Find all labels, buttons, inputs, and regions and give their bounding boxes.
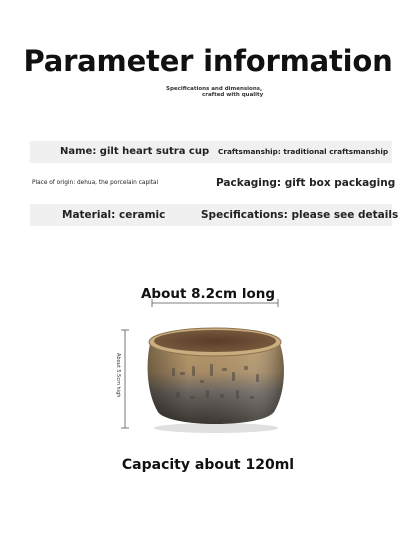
param-specifications: Specifications: please see details	[201, 209, 399, 221]
page-title: Parameter information	[23, 44, 393, 78]
cup-shadow	[154, 423, 278, 433]
param-origin: Place of origin: dehua, the porcelain capital	[32, 180, 159, 186]
cup-rim	[149, 328, 281, 356]
capacity-label: Capacity about 120ml	[121, 457, 295, 473]
param-craftsmanship: Craftsmanship: traditional craftsmanship	[218, 147, 389, 156]
length-label: About 8.2cm long	[140, 286, 275, 302]
param-name: Name: gilt heart sutra cup	[60, 146, 210, 157]
param-packaging: Packaging: gift box packaging	[216, 177, 396, 189]
height-dimension-line	[121, 330, 129, 428]
subtitle-line-1: Specifications and dimensions,	[166, 86, 263, 92]
param-material: Material: ceramic	[62, 209, 166, 221]
subtitle-line-2: crafted with quality	[202, 92, 264, 98]
length-dimension-line	[152, 299, 278, 307]
height-label: About 5.5cm high	[115, 352, 121, 398]
